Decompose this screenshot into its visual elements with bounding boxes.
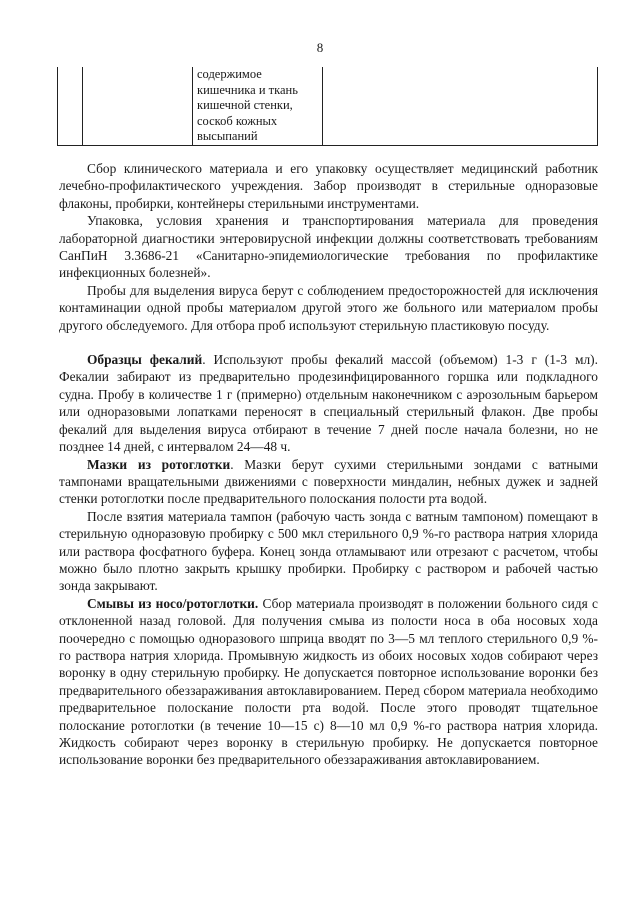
table-cell-line: кишечника и ткань <box>197 82 298 97</box>
table-cell-line: высыпаний <box>197 129 258 143</box>
table-cell-infection <box>83 67 193 145</box>
table-cell-line: содержимое <box>197 67 262 81</box>
table-cell-line: соскоб кожных <box>197 113 278 128</box>
paragraph-lead: Образцы фекалий <box>87 352 203 368</box>
table-cell-notes <box>323 67 598 145</box>
paragraph-text: Сбор материала производят в положении больного сидя с отклоненной назад головой. Для получения смыва из полости носа в оба носовых хода поочередно с помощью одноразового шприца вводят по 3—5 мл теплого стерильного 0,9 %-го раствора натрия хлорида. Промывную жидкость из обоих носовых ходов собирают через воронку в одну стерильную пробирку. Не допускается повторное использование воронки без предварительного обеззараживания автоклавированием. Перед сбором материала необходимо предварительное полоскание полости рта водой. После этого проводят тщательное полоскание ротоглотки (в течение 10—15 с) 8—10 мл 0,9 %-го раствора натрия хлорида. Жидкость собирают через воронку в стерильную пробирку. Не допускается повторное использование воронки без предварительного обеззараживания автоклавированием. <box>59 595 598 768</box>
paragraph-text: Пробы для выделения вируса берут с соблюдением предосторожностей для исключения контаминации одной пробы материалом другой этого же больного или материалом пробы другого обследуемого. Для отбора проб используют стерильную пластиковую посуду. <box>59 282 598 333</box>
table-cell-line: кишечной стенки, <box>197 98 293 112</box>
paragraph-precautions <box>59 282 598 334</box>
page-number: 8 <box>316 40 324 55</box>
paragraph-text: Упаковка, условия хранения и транспортирования материала для проведения лабораторной диагностики энтеровирусной инфекции должны соответствовать требованиям СанПиН 3.3686-21 «Санитарно-эпидемиологические требования по профилактике инфекционных болезней». <box>59 213 598 281</box>
paragraph-swab-handling <box>59 508 598 595</box>
paragraph-throat-swabs <box>59 456 598 508</box>
body-text <box>59 160 598 769</box>
paragraph-text: . Используют пробы фекалий массой (объемом) 1-3 г (1-3 мл). Фекалии забирают из предварительно продезинфицированного горшка или подкладного судна. Пробу в количестве 1 г (примерно) отдельным наконечником с аэрозольным барьером или одноразовыми лопатками переносят в специальный стерильный флакон. Две пробы фекалий для выделения вируса отбирают в течение 7 дней после начала болезни, но не позднее 14 дней, с интервалом 24—48 ч. <box>59 352 598 455</box>
paragraph-text: После взятия материала тампон (рабочую часть зонда с ватным тампоном) помещают в стерильную одноразовую пробирку с 500 мкл стерильного 0,9 %-го раствора натрия хлорида или раствора фосфатного буфера. Конец зонда отламывают или отрезают с расчетом, чтобы можно было плотно закрыть крышку пробирки. Пробирку с раствором и рабочей частью зонда закрывают. <box>59 508 598 594</box>
paragraph-packaging <box>59 212 598 282</box>
paragraph-collection <box>59 160 598 212</box>
table-cell-number <box>58 67 83 145</box>
paragraph-lead: Смывы из носо/ротоглотки. <box>87 595 259 611</box>
paragraph-fecal-samples <box>59 351 598 455</box>
paragraph-text: . Мазки берут сухими стерильными зондами с ватными тампонами вращательными движениями с поверхности миндалин, небных дужек и задней стенки ротоглотки после предварительного полоскания полости рта водой. <box>59 456 598 507</box>
table-cell-material <box>193 67 323 145</box>
paragraph-text: Сбор клинического материала и его упаковку осуществляет медицинский работник лечебно-профилактического учреждения. Забор производят в стерильные одноразовые флаконы, пробирки, контейнеры стерильными инструментами. <box>59 161 598 211</box>
specimen-table-fragment <box>57 67 598 146</box>
paragraph-nasopharyngeal-washes <box>59 595 598 769</box>
paragraph-lead: Мазки из ротоглотки <box>87 456 231 472</box>
section-gap <box>59 334 598 351</box>
table-row <box>58 67 598 145</box>
